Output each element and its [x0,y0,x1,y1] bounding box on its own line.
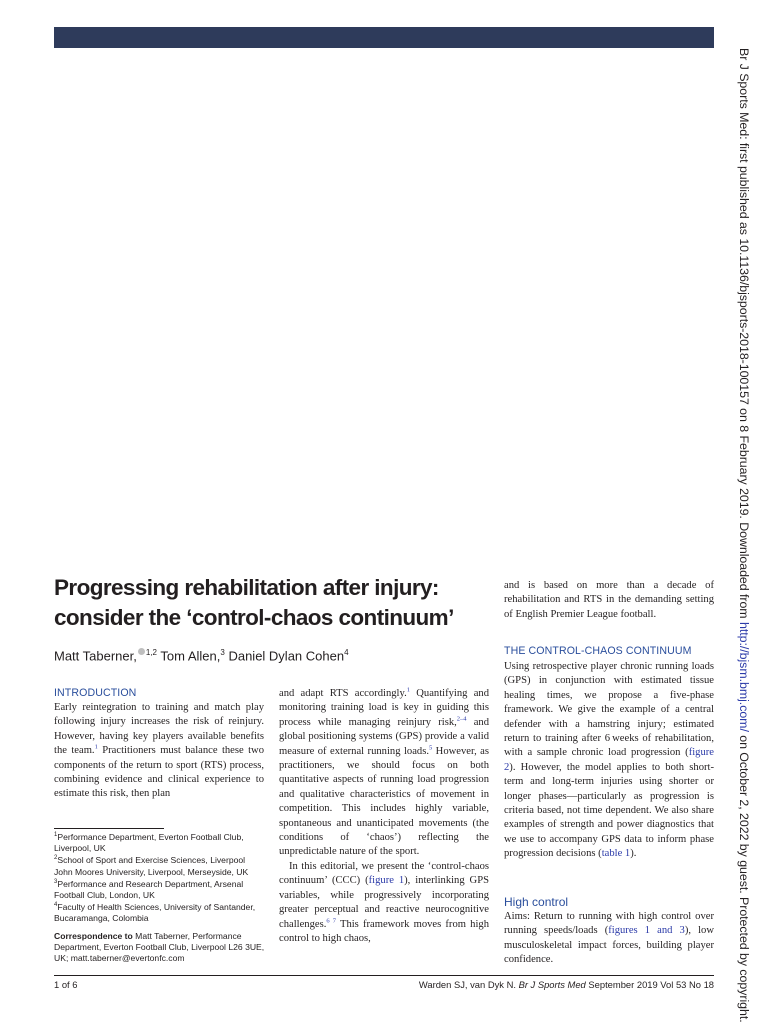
high-control-heading: High control [504,895,569,909]
body-paragraph: In this editorial, we present the ‘control-chaos continuum’ (CCC) (figure 1), interlinking GPS variables, while progressively incorporating greater perceptual and reactive neurocognitive challenges.$^{6 7}$ This framework moves from high control to high chaos, [279,860,489,944]
author-name[interactable]: Matt Taberner, [54,648,137,664]
body-paragraph: and is based on more than a decade of rehabilitation and RTS in the demanding setting of English Premier League football. [504,580,714,620]
correspondence-note: Correspondence to Matt Taberner, Performance Department, Everton Football Club, Liverpool L26 3UE, UK; matt.taberner@evertonfc.com [54,931,265,964]
reference-link[interactable]: 6 7 [326,916,336,924]
affiliation-footnotes [54,832,264,926]
bjsm-link[interactable]: http://bjsm.bmj.com/ [737,621,751,732]
reference-link[interactable]: 2–4 [456,715,467,723]
author-name[interactable]: Daniel Dylan Cohen [228,648,345,664]
reference-link[interactable]: 5 [428,744,433,752]
orcid-icon[interactable] [138,648,145,655]
introduction-column [54,701,264,802]
footnote-divider [54,828,164,829]
affiliation-note: $^1$Performance Department, Everton Football Club, Liverpool, UK [54,832,244,854]
author-affiliation: 1,2 [145,648,157,657]
author-list [54,648,349,663]
body-paragraph: Using retrospective player chronic running loads (GPS) in conjunction with estimated tissue healing times, we propose a five-phase framework. We give the example of a central defender with a hamstring injury; estimated return to training after 6 weeks of rehabilitation, with a sample chronic load progression (figure 2). However, the model applies to both short-term and long-term injuries using shorter or longer phases—particularly as progression is criteria based, not time dependent. We also share examples of strength and power diagnostics that we use to accompany GPS data to inform phase progression decisions (table 1). [504,661,714,860]
author-name[interactable]: Tom Allen, [160,648,221,664]
figure-link[interactable]: figure 2 [504,747,714,773]
body-column-3-top [504,579,714,622]
body-paragraph: and adapt RTS accordingly.$^1$ Quantifying and monitoring training load is key in guiding this process while managing reinjury risk,$^{2-4}$ and global positioning systems (GPS) provide a valid measure of external running loads.$^5$ However, as practitioners, we should focus on both quantitative aspects of running load progression and qualitative characteristics of movement in competition. This includes highly variable, spontaneous and unanticipated movements (the conditions of ‘chaos’) reflecting the unpredictable nature of the sport. [279,686,490,858]
citation-line: Warden SJ, van Dyk N. Br J Sports Med September 2019 Vol 53 No 18 [418,979,714,990]
control-chaos-heading: THE CONTROL-CHAOS CONTINUUM [504,645,692,657]
affiliation-note: $^2$School of Sport and Exercise Sciences, Liverpool John Moores University, Liverpool, Merseyside, UK [54,855,249,877]
reference-link[interactable]: 1 [94,743,98,751]
figure-link[interactable]: figure 1 [368,875,405,887]
download-notice: Br J Sports Med: first published as 10.1136/bjsports-2018-100157 on 8 February 2019. Downloaded from http://bjsm.bmj.com/ on October 2, 2022 by guest. Protected by copyright. [737,48,751,1023]
affiliation-note: $^4$Faculty of Health Sciences, University of Santander, Bucaramanga, Colombia [54,902,256,924]
body-column-3-bottom [504,910,714,968]
figure-link[interactable]: figures 1 and 3 [608,925,685,937]
page-number: 1 of 6 [54,979,78,990]
journal-header-bar [54,27,714,48]
reference-link[interactable]: 1 [406,686,410,694]
introduction-paragraph: Early reintegration to training and match play following injury increases the risk of reinjury. However, having key players available benefits the team.$^1$ Practitioners must balance these two components of the return to sport (RTS) process, combining evidence and clinical experience to estimate this risk, then plan [54,702,264,800]
author-affiliation: 3 [220,648,225,657]
body-column-3 [504,660,714,862]
body-paragraph: Aims: Return to running with high control over running speeds/loads (figures 1 and 3), low musculoskeletal impact forces, building player confidence. [504,911,714,966]
article-title: Progressing rehabilitation after injury: consider the ‘control-chaos continuum’ [54,575,454,630]
introduction-heading: INTRODUCTION [54,687,137,699]
author-affiliation: 4 [344,648,349,657]
table-link[interactable]: table 1 [601,848,631,860]
footer-divider [54,975,714,976]
body-column-2 [279,687,489,946]
affiliation-note: $^3$Performance and Research Department, Arsenal Football Club, London, UK [54,878,244,901]
